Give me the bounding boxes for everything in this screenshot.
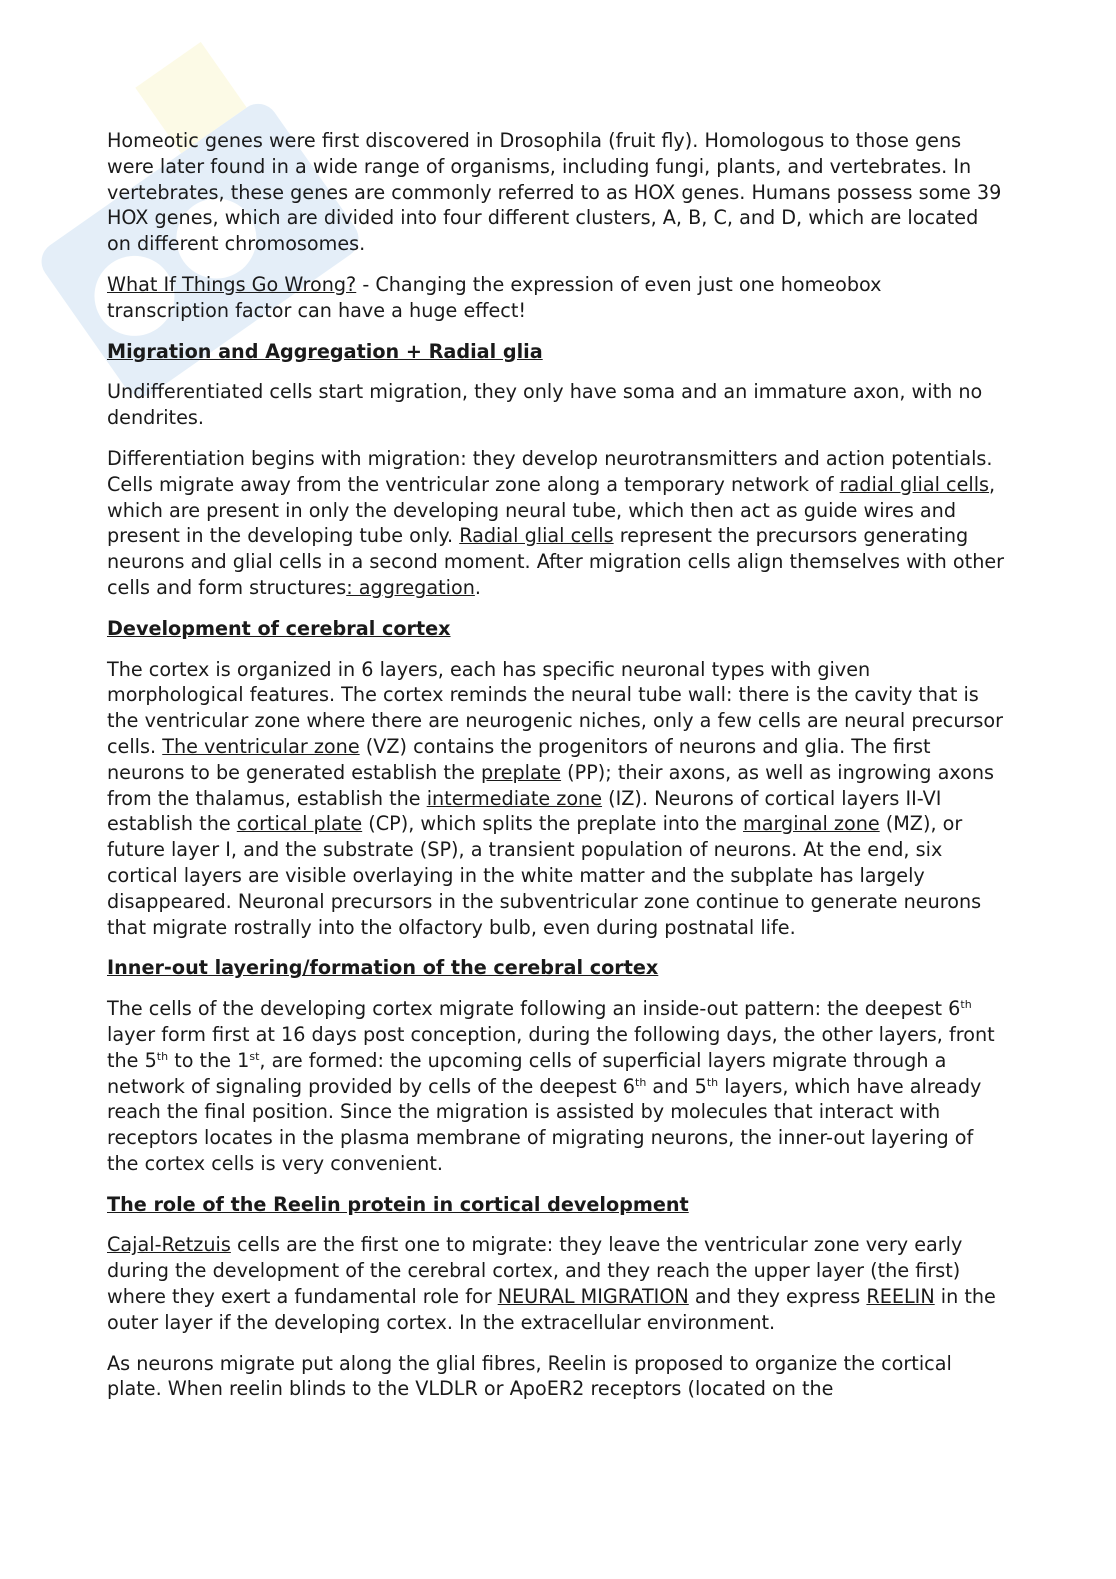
heading-cortex: Development of cerebral cortex: [107, 616, 451, 640]
paragraph-undifferentiated: Undifferentiated cells start migration, they only have soma and an immature axon, with no dendrites.: [107, 380, 983, 430]
heading-migration: Migration and Aggregation + Radial glia: [107, 339, 543, 363]
paragraph-cajal-retzius: Cajal-Retzuis cells are the first one to migrate: they leave the ventricular zone very early during the development of the cerebral cortex, and they reach the upper layer (the first) where they exert a fundamental role for NEURAL MIGRATION and they express REELIN in the outer layer if the developing cortex. In the extracellular environment.: [107, 1233, 996, 1334]
paragraph-differentiation: Differentiation begins with migration: they develop neurotransmitters and action potentials. Cells migrate away from the ventricular zone along a temporary network of radial glial cells, which are present in only the developing neural tube, which then act as guide wires and present in the developing tube only. Radial glial cells represent the precursors generating neurons and glial cells in a second moment. After migration cells align themselves with other cells and form structures: aggregation.: [107, 446, 1005, 599]
what-if-link: What If Things Go Wrong?: [107, 272, 357, 296]
paragraph-hox: Homeotic genes were first discovered in Drosophila (fruit fly). Homologous to those gens were later found in a wide range of organisms, including fungi, plants, and vertebrates. In vertebrates, these genes are commonly referred to as HOX genes. Humans possess some 39 HOX genes, which are divided into four different clusters, A, B, C, and D, which are located on different chromosomes.: [107, 129, 1002, 256]
heading-layering: Inner-out layering/formation of the cerebral cortex: [107, 956, 659, 980]
paragraph-reelin-binding: As neurons migrate put along the glial fibres, Reelin is proposed to organize the cortical plate. When reelin blinds to the VLDLR or ApoER2 receptors (located on the: [107, 1351, 952, 1401]
paragraph-inside-out: The cells of the developing cortex migrate following an inside-out pattern: the deepest 6th layer form first at 16 days post conception, during the following days, the other layers, front the 5th to the 1st, are formed: the upcoming cells of superficial layers migrate through a network of signaling provided by cells of the deepest 6th and 5th layers, which have already reach the final position. Since the migration is assisted by molecules that interact with receptors locates in the plasma membrane of migrating neurons, the inner-out layering of the cortex cells is very convenient.: [107, 997, 995, 1175]
heading-reelin: The role of the Reelin protein in cortical development: [107, 1192, 689, 1216]
paragraph-what-if: What If Things Go Wrong? - Changing the expression of even just one homeobox transcription factor can have a huge effect!: [107, 272, 882, 322]
paragraph-cortex-layers: The cortex is organized in 6 layers, each has specific neuronal types with given morphological features. The cortex reminds the neural tube wall: there is the cavity that is the ventricular zone where there are neurogenic niches, only a few cells are neural precursor cells. The ventricular zone (VZ) contains the progenitors of neurons and glia. The first neurons to be generated establish the preplate (PP); their axons, as well as ingrowing axons from the thalamus, establish the intermediate zone (IZ). Neurons of cortical layers II-VI establish the cortical plate (CP), which splits the preplate into the marginal zone (MZ), or future layer I, and the substrate (SP), a transient population of neurons. At the end, six cortical layers are visible overlaying in the white matter and the subplate has largely disappeared. Neuronal precursors in the subventricular zone continue to generate neurons that migrate rostrally into the olfactory bulb, even during postnatal life.: [107, 657, 1004, 939]
document-page: [107, 128, 1007, 1417]
